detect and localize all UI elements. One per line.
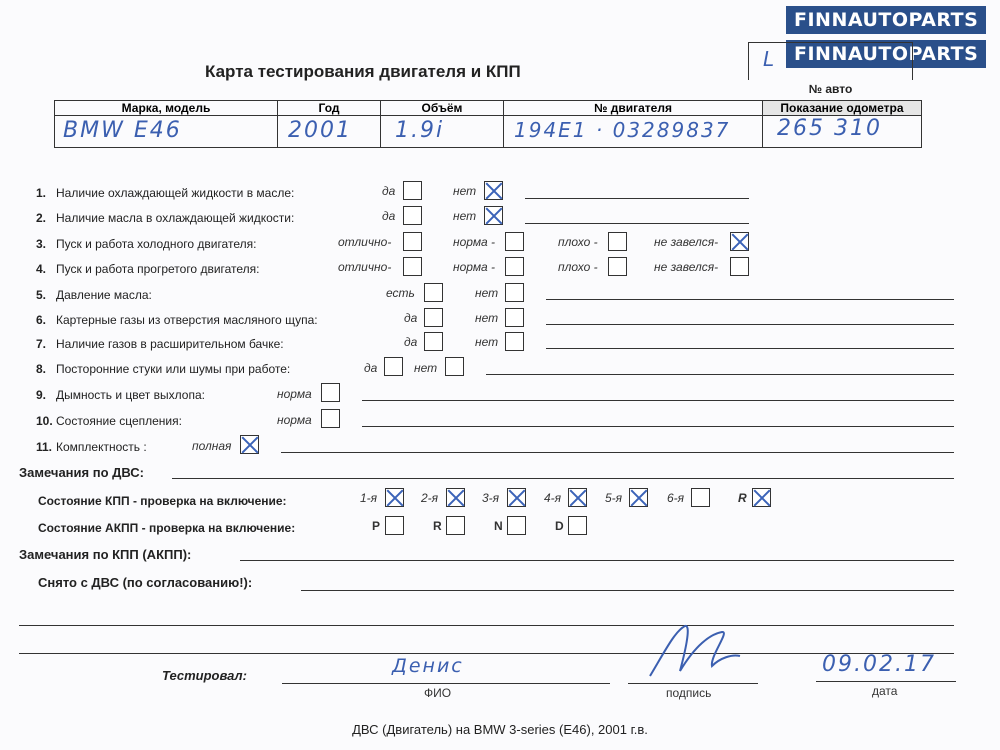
gear-6-checkbox[interactable]: [691, 488, 710, 507]
q1-notes-line[interactable]: [525, 198, 749, 199]
watermark-logo-top: FINNAUTOPARTS: [786, 6, 986, 34]
question-2-num: 2.: [36, 211, 47, 225]
q3-bad-checkbox[interactable]: [608, 232, 627, 251]
q9-notes-line[interactable]: [362, 400, 954, 401]
akpp-d-label: D: [555, 519, 564, 533]
value-year-cell: [278, 116, 381, 148]
remarks-kpp-label: Замечания по КПП (АКПП):: [19, 547, 192, 562]
q9-norma-label: норма: [277, 387, 312, 401]
q2-no-checkbox[interactable]: [484, 206, 503, 225]
q4-excellent-label: отлично-: [338, 260, 392, 274]
q3-excellent-label: отлично-: [338, 235, 392, 249]
q4-normal-checkbox[interactable]: [505, 257, 524, 276]
gear-4-checkbox[interactable]: [568, 488, 587, 507]
q5-present-label: есть: [386, 286, 415, 300]
q8-yes-checkbox[interactable]: [384, 357, 403, 376]
question-3-text: Пуск и работа холодного двигателя:: [56, 237, 257, 251]
akpp-r-checkbox[interactable]: [446, 516, 465, 535]
question-6: [36, 313, 318, 327]
q6-notes-line[interactable]: [546, 324, 954, 325]
q4-not-started-label: не завелся-: [654, 260, 719, 274]
gear-5-label: 5-я: [605, 491, 623, 505]
value-volume: 1.9i: [395, 118, 445, 143]
q7-no-label: нет: [475, 335, 499, 349]
q10-norma-checkbox[interactable]: [321, 409, 340, 428]
question-7: [36, 337, 284, 351]
question-10-text: Состояние сцепления:: [56, 414, 182, 428]
value-odometer: 265 310: [777, 116, 882, 141]
akpp-p-checkbox[interactable]: [385, 516, 404, 535]
watermark-logo-bottom: FINNAUTOPARTS: [786, 40, 986, 68]
q1-yes-checkbox[interactable]: [403, 181, 422, 200]
q2-no-label: нет: [453, 209, 477, 223]
q10-norma-label: норма: [277, 413, 312, 427]
date-line[interactable]: [816, 681, 956, 682]
q3-not-started-checkbox[interactable]: [730, 232, 749, 251]
q6-no-label: нет: [475, 311, 499, 325]
question-5-text: Давление масла:: [56, 288, 152, 302]
question-4-num: 4.: [36, 262, 47, 276]
q3-normal-label: норма -: [453, 235, 496, 249]
q9-norma-checkbox[interactable]: [321, 383, 340, 402]
remarks-engine-line[interactable]: [172, 478, 954, 479]
question-2: [36, 211, 294, 225]
value-make-model-cell: [55, 116, 278, 148]
q11-notes-line[interactable]: [281, 452, 954, 453]
q4-bad-label: плохо -: [558, 260, 598, 274]
gear-1-checkbox[interactable]: [385, 488, 404, 507]
value-engine-number: 194E1 · 03289837: [514, 118, 731, 142]
q8-yes-label: да: [364, 361, 378, 375]
q6-yes-label: да: [404, 311, 418, 325]
question-11-text: Комплектность :: [56, 440, 147, 454]
q11-full-label: полная: [192, 439, 232, 453]
blank-line-2[interactable]: [19, 653, 954, 654]
value-year: 2001: [288, 118, 352, 143]
gear-2-label: 2-я: [421, 491, 439, 505]
tester-name-handwritten: Денис: [392, 655, 464, 677]
q3-normal-checkbox[interactable]: [505, 232, 524, 251]
col-make-model: Марка, модель: [55, 101, 278, 116]
gear-1-label: 1-я: [360, 491, 378, 505]
question-4: [36, 262, 260, 276]
gear-r-label: R: [738, 491, 747, 505]
q7-yes-label: да: [404, 335, 418, 349]
akpp-r-label: R: [433, 519, 442, 533]
question-6-num: 6.: [36, 313, 47, 327]
question-9: [36, 388, 205, 402]
question-5: [36, 288, 152, 302]
q4-normal-label: норма -: [453, 260, 496, 274]
q3-not-started-label: не завелся-: [654, 235, 719, 249]
akpp-d-checkbox[interactable]: [568, 516, 587, 535]
q2-yes-label: да: [382, 209, 396, 223]
question-8: [36, 362, 290, 376]
akpp-n-label: N: [494, 519, 503, 533]
q3-excellent-checkbox[interactable]: [403, 232, 422, 251]
question-3: [36, 237, 256, 251]
value-odometer-cell: [763, 116, 922, 148]
q1-no-checkbox[interactable]: [484, 181, 503, 200]
question-1-num: 1.: [36, 186, 47, 200]
q8-no-label: нет: [414, 361, 438, 375]
gear-2-checkbox[interactable]: [446, 488, 465, 507]
q7-yes-checkbox[interactable]: [424, 332, 443, 351]
col-engine-number: № двигателя: [504, 101, 763, 116]
tested-by-label: Тестировал:: [162, 668, 247, 683]
question-1: [36, 186, 294, 200]
remarks-engine-label: Замечания по ДВС:: [19, 465, 144, 480]
gear-r-checkbox[interactable]: [752, 488, 771, 507]
q5-no-label: нет: [475, 286, 499, 300]
q1-no-label: нет: [453, 184, 477, 198]
question-9-text: Дымность и цвет выхлопа:: [56, 388, 205, 402]
auto-number-box: [748, 42, 913, 80]
signature-caption: подпись: [666, 686, 712, 700]
auto-number-handwritten: L: [763, 47, 777, 71]
akpp-n-checkbox[interactable]: [507, 516, 526, 535]
kpp-check-label: Состояние КПП - проверка на включение:: [38, 494, 287, 508]
question-9-num: 9.: [36, 388, 47, 402]
gear-6-label: 6-я: [667, 491, 685, 505]
question-10: [36, 414, 182, 428]
col-volume: Объём: [381, 101, 504, 116]
card-title: Карта тестирования двигателя и КПП: [205, 62, 521, 81]
akpp-p-label: P: [372, 519, 381, 533]
question-1-text: Наличие охлаждающей жидкости в масле:: [56, 186, 295, 200]
q4-excellent-checkbox[interactable]: [403, 257, 422, 276]
question-7-text: Наличие газов в расширительном бачке:: [56, 337, 284, 351]
q2-notes-line[interactable]: [525, 223, 749, 224]
question-4-text: Пуск и работа прогретого двигателя:: [56, 262, 260, 276]
q7-no-checkbox[interactable]: [505, 332, 524, 351]
akpp-check-label: Состояние АКПП - проверка на включение:: [38, 521, 296, 535]
q5-notes-line[interactable]: [546, 299, 954, 300]
gear-5-checkbox[interactable]: [629, 488, 648, 507]
q3-bad-label: плохо -: [558, 235, 598, 249]
question-8-text: Посторонние стуки или шумы при работе:: [56, 362, 291, 376]
gear-3-label: 3-я: [482, 491, 500, 505]
q6-no-checkbox[interactable]: [505, 308, 524, 327]
gear-3-checkbox[interactable]: [507, 488, 526, 507]
question-5-num: 5.: [36, 288, 47, 302]
removed-line[interactable]: [301, 590, 954, 591]
tester-name-line[interactable]: [282, 683, 610, 684]
q2-yes-checkbox[interactable]: [403, 206, 422, 225]
gear-4-label: 4-я: [544, 491, 562, 505]
q1-yes-label: да: [382, 184, 396, 198]
removed-from-engine-label: Снято с ДВС (по согласованию!):: [38, 575, 253, 590]
q4-bad-checkbox[interactable]: [608, 257, 627, 276]
q8-no-checkbox[interactable]: [445, 357, 464, 376]
question-10-num: 10.: [36, 414, 53, 428]
question-3-num: 3.: [36, 237, 47, 251]
q6-yes-checkbox[interactable]: [424, 308, 443, 327]
question-11: [36, 440, 147, 454]
vehicle-header-table: [54, 100, 922, 148]
question-7-num: 7.: [36, 337, 47, 351]
signature-scribble: [640, 616, 750, 686]
q4-not-started-checkbox[interactable]: [730, 257, 749, 276]
q5-no-checkbox[interactable]: [505, 283, 524, 302]
value-make-model: BMW E46: [63, 118, 182, 143]
question-6-text: Картерные газы из отверстия масляного щупа:: [56, 313, 318, 327]
value-engine-number-cell: [504, 116, 763, 148]
auto-number-label: № авто: [808, 82, 853, 96]
blank-line-1[interactable]: [19, 625, 954, 626]
page-caption: ДВС (Двигатель) на BMW 3-series (E46), 2001 г.в.: [352, 722, 648, 737]
q5-present-checkbox[interactable]: [424, 283, 443, 302]
date-handwritten: 09.02.17: [822, 652, 936, 677]
fio-caption: ФИО: [424, 686, 452, 700]
value-volume-cell: [381, 116, 504, 148]
q11-full-checkbox[interactable]: [240, 435, 259, 454]
remarks-kpp-line[interactable]: [240, 560, 954, 561]
q10-notes-line[interactable]: [362, 426, 954, 427]
date-caption: дата: [872, 684, 898, 698]
question-2-text: Наличие масла в охлаждающей жидкости:: [56, 211, 295, 225]
question-11-num: 11.: [36, 440, 53, 454]
col-odometer: Показание одометра: [763, 101, 922, 116]
question-8-num: 8.: [36, 362, 47, 376]
col-year: Год: [278, 101, 381, 116]
q8-notes-line[interactable]: [486, 374, 954, 375]
q7-notes-line[interactable]: [546, 348, 954, 349]
